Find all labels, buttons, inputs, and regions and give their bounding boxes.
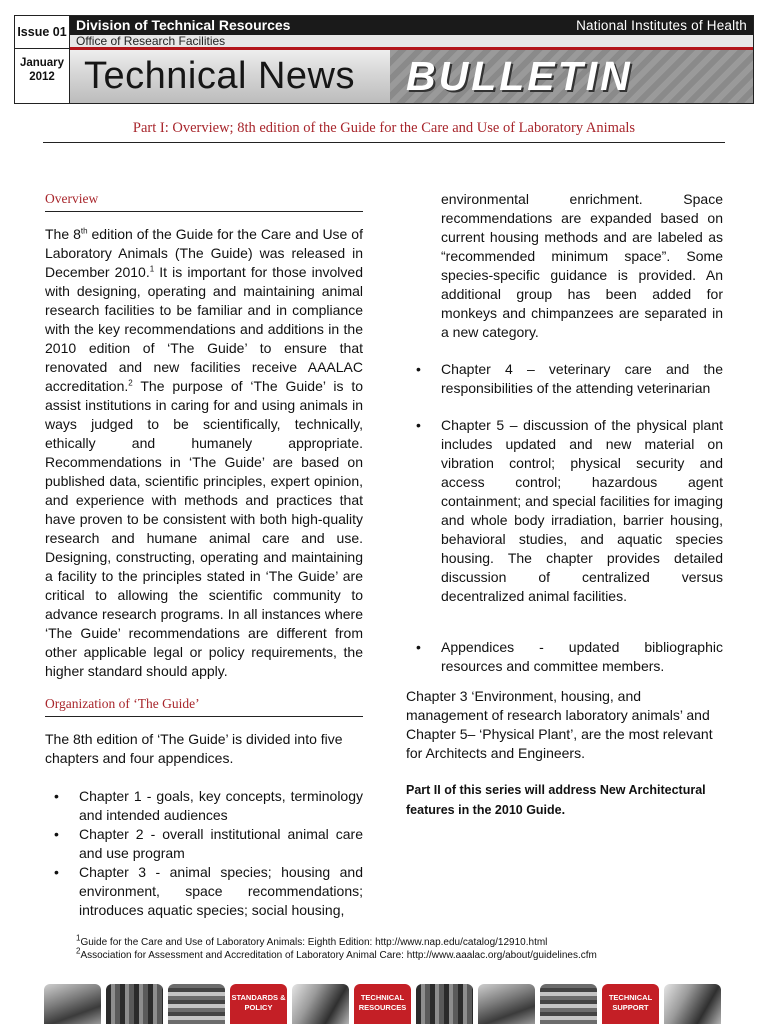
photo-tile [664,984,721,1024]
right-column [406,190,723,820]
footnote-text: Association for Assessment and Accreditation of Laboratory Animal Care: http://www.aaalac.org/about/guidelines.cfm [80,950,597,961]
issue-number: Issue 01 [15,16,70,49]
photo-tile [106,984,163,1024]
technical-resources-tile: TECHNICAL RESOURCES [354,984,411,1024]
photo-tile [168,984,225,1024]
list-item-text: Chapter 4 – veterinary care and the responsibilities of the attending veterinarian [441,361,723,396]
organization-heading: Organization of ‘The Guide’ [45,695,363,717]
list-item [54,787,363,825]
bulletin-panel [390,50,753,103]
left-column [45,190,363,920]
photo-tile [540,984,597,1024]
office-name: Office of Research Facilities [76,34,226,48]
footnote-1 [76,933,716,949]
bullet: • [54,826,59,842]
bullet: • [54,864,59,880]
list-item [54,863,363,920]
division-bar [70,16,753,35]
overview-heading: Overview [45,190,363,212]
bullet: • [416,417,421,433]
footnote-number: 1 [76,933,81,943]
chapter-list [45,787,363,920]
part-two-note: Part II of this series will address New Architectural features in the 2010 Guide. [406,783,706,817]
photo-tile [478,984,535,1024]
photo-tile [44,984,101,1024]
agency-name: National Institutes of Health [576,18,747,33]
list-item-text: Appendices - updated bibliographic resources and committee members. [441,639,723,674]
footnote-text: Guide for the Care and Use of Laboratory Animals: Eighth Edition: http://www.nap.edu/catalog/12910.html [80,937,548,948]
overview-text-c: It is important for those involved with designing, operating and maintaining animal research facilities to be familiar and in compliance with the key recommendations and additions in the 2010 edition of ‘The Guide’ to ensure that renovated and new facilities receive AAALAC accreditation. [45,264,363,394]
bullet: • [416,361,421,377]
list-item-text: Chapter 1 - goals, key concepts, terminology and intended audiences [79,788,363,823]
chapter-list-continued [406,360,723,676]
chapter-3-continued: environmental enrichment. Space recommendations are expanded based on current housing methods and are labeled as “recommended minimum space”. Some species-specific guidance is provided. An additional group has been added for monkeys and chimpanzees are separated in a new category. [441,191,723,340]
footnote-ref-2: 2 [128,378,133,388]
list-item-text: Chapter 5 – discussion of the physical plant includes updated and new material on vibration control; physical security and access control; hazardous agent containment; and special facilities for imaging and whole body irradiation, barrier housing, behavioral studies, and aquatic species housing. The chapter provides detailed discussion of centralized versus decentralized animal facilities. [441,417,723,604]
page-title: Part I: Overview; 8th edition of the Guide for the Care and Use of Laboratory Animals [132,120,636,136]
list-item [54,825,363,863]
list-item [416,416,723,606]
list-item [416,638,723,676]
overview-paragraph [45,225,363,681]
overview-text-a: The 8 [45,226,81,242]
footnotes [76,933,716,962]
issue-month: January [19,57,65,69]
footnote-ref-1: 1 [149,264,155,274]
list-item [416,360,723,398]
issue-year: 2012 [29,71,55,83]
list-item-text: Chapter 2 - overall institutional animal care and use program [79,826,363,861]
organization-intro: The 8th edition of ‘The Guide’ is divided into five chapters and four appendices. [45,731,343,766]
newsletter-banner [70,50,753,103]
division-name: Division of Technical Resources [76,17,291,33]
list-item-text: Chapter 3 - animal species; housing and environment, space recommendations; introduces aquatic species; social housing, [79,864,363,918]
superscript-th: th [80,226,88,236]
newsletter-title: Technical News [84,55,355,97]
overview-text-d: The purpose of ‘The Guide’ is to assist institutions in caring for and using animals in ways judged to be scientifically, technically, ethically and humanely appropriate. Recommendations in ‘The Guide’ are based on published data, scientific principles, expert opinion, and experience with methods and practices that have proven to be consistent with both high-quality research and humane animal care and use. Designing, constructing, operating and maintaining a facility to the principles stated in ‘The Guide’ are critical to allowing the scientific community to advance research programs. In all instances where ‘The Guide’ recommendations are different from other applicable legal or policy requirements, the higher standard should apply. [45,378,363,679]
photo-tile [416,984,473,1024]
footnote-number: 2 [76,946,81,956]
title-divider [43,142,725,143]
issue-date [15,49,70,103]
standards-policy-tile: STANDARDS & POLICY [230,984,287,1024]
bullet: • [54,788,59,804]
photo-tile [292,984,349,1024]
relevant-chapters-note: Chapter 3 ‘Environment, housing, and management of research laboratory animals’ and Chapter 5– ‘Physical Plant’, are the most relevant for Architects and Engineers. [406,688,713,761]
masthead [14,15,754,104]
bulletin-wordmark: BULLETIN [406,53,633,99]
office-bar [70,35,753,50]
overview-text-b: edition of the Guide for the Care and Use of Laboratory Animals (The Guide) was released in December 2010. [45,226,363,280]
bullet: • [416,639,421,655]
footer-image-strip [44,984,724,1024]
footnote-2 [76,946,716,962]
technical-support-tile: TECHNICAL SUPPORT [602,984,659,1024]
